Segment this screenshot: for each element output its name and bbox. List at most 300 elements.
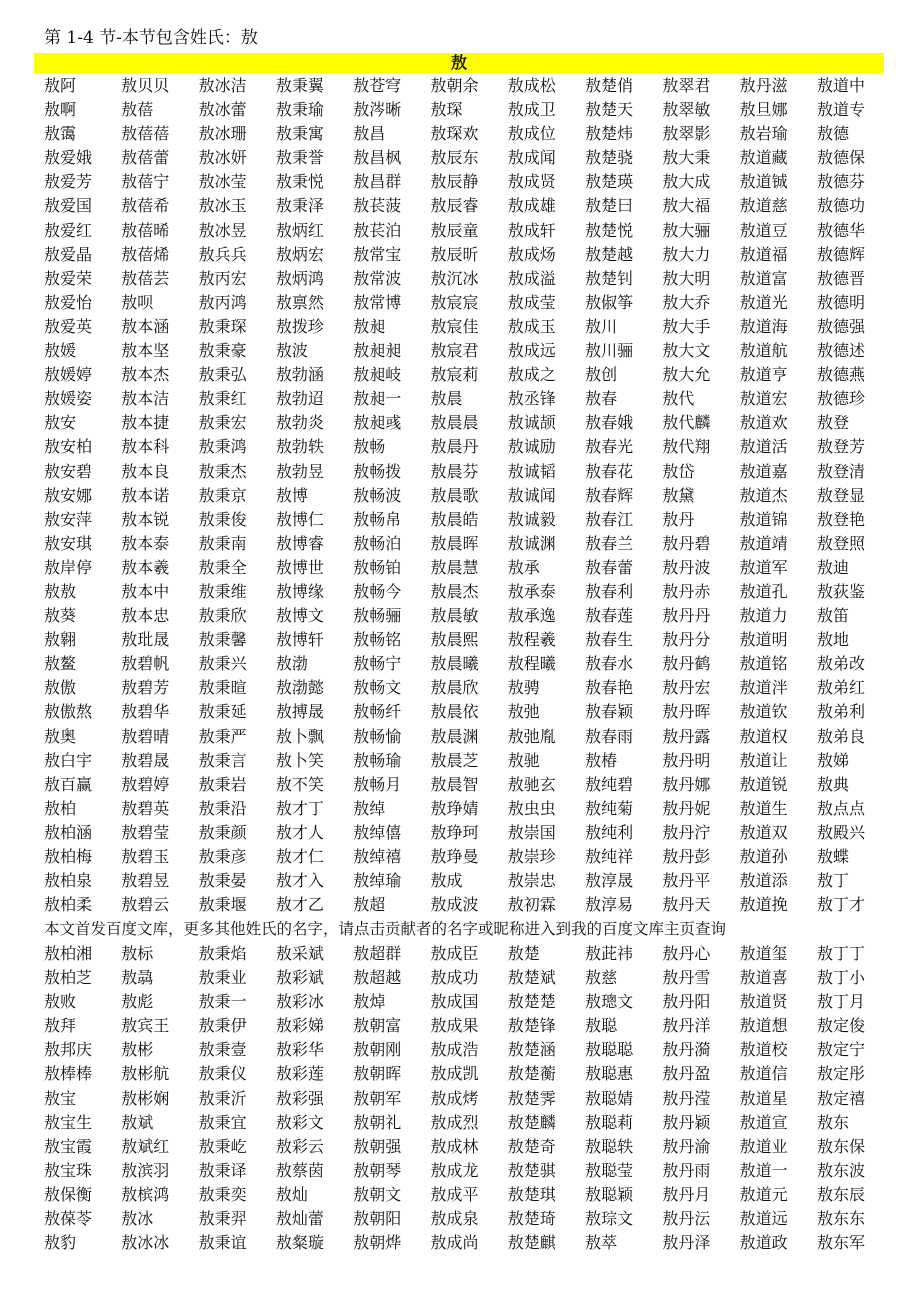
name-cell: 敖滨羽 xyxy=(121,1160,170,1180)
name-cell: 敖苍穹 xyxy=(353,76,402,95)
name-cell: 敖苌菠 xyxy=(353,196,402,216)
name-cell: 敖不笑 xyxy=(275,774,324,794)
name-cell: 敖蓓芸 xyxy=(121,268,170,288)
name-cell: 敖驰 xyxy=(507,750,540,770)
name-cell: 敖道宣 xyxy=(739,1112,788,1132)
name-cell: 敖丹彭 xyxy=(662,847,711,866)
name-cell: 敖大文 xyxy=(662,341,711,361)
name-cell: 敖道双 xyxy=(739,822,788,842)
table-row xyxy=(44,652,904,676)
name-cell: 敖丹沄 xyxy=(662,1209,711,1229)
name-cell: 敖登芳 xyxy=(816,437,865,457)
name-cell: 敖畅骊 xyxy=(353,606,402,626)
name-cell: 敖春兰 xyxy=(585,533,634,553)
name-cell: 敖秉译 xyxy=(198,1160,247,1180)
name-cell: 敖卜飘 xyxy=(275,726,324,746)
name-cell: 敖东波 xyxy=(816,1160,865,1180)
name-cell: 敖成闻 xyxy=(507,148,556,168)
name-cell: 敖秉严 xyxy=(198,726,247,746)
name-cell: 敖秉晏 xyxy=(198,871,247,891)
name-cell: 敖聪轶 xyxy=(585,1136,634,1156)
name-cell: 敖畅纤 xyxy=(353,702,402,722)
name-cell: 敖弛 xyxy=(507,702,540,722)
page-title: 第 1-4 节-本节包含姓氏：敖 xyxy=(44,28,258,48)
name-cell: 敖安琪 xyxy=(44,533,93,553)
name-cell: 敖宝生 xyxy=(44,1112,93,1132)
name-cell: 敖地 xyxy=(816,630,849,650)
name-cell: 敖成尚 xyxy=(430,1233,479,1253)
name-cell: 敖粲璇 xyxy=(275,1233,324,1253)
name-cell: 敖彬 xyxy=(121,1040,154,1060)
table-row xyxy=(44,291,904,315)
name-cell: 敖宝 xyxy=(44,1088,77,1108)
name-cell: 敖德芬 xyxy=(816,172,865,192)
name-cell: 敖琛 xyxy=(430,100,463,120)
name-cell: 敖登清 xyxy=(816,461,865,481)
name-cell: 敖萃 xyxy=(585,1233,618,1253)
name-cell: 敖晨欣 xyxy=(430,678,479,698)
name-cell: 敖诚毅 xyxy=(507,509,556,529)
name-cell: 敖昌群 xyxy=(353,172,402,192)
name-cell: 敖碧帆 xyxy=(121,654,170,674)
name-cell: 敖娣 xyxy=(816,750,849,770)
name-cell: 敖驰玄 xyxy=(507,774,556,794)
name-cell: 敖昶一 xyxy=(353,389,402,409)
name-cell: 敖爱红 xyxy=(44,220,93,240)
name-cell: 敖爱英 xyxy=(44,316,93,336)
name-cell: 敖楚炜 xyxy=(585,124,634,144)
name-cell: 敖安 xyxy=(44,413,77,433)
name-cell: 敖渤 xyxy=(275,654,308,674)
name-cell: 敖冰玉 xyxy=(198,196,247,216)
name-cell: 敖碧昱 xyxy=(121,871,170,891)
name-cell: 敖晨晨 xyxy=(430,413,479,433)
name-cell: 敖碧英 xyxy=(121,798,170,818)
table-row xyxy=(44,604,904,628)
name-cell: 敖道活 xyxy=(739,437,788,457)
name-cell: 敖秉一 xyxy=(198,992,247,1012)
name-cell: 敖爱荣 xyxy=(44,268,93,288)
name-cell: 敖碧华 xyxy=(121,702,170,722)
table-row xyxy=(44,1087,904,1111)
name-cell: 敖丹赤 xyxy=(662,581,711,601)
name-cell: 敖承逸 xyxy=(507,606,556,626)
name-cell: 敖楚 xyxy=(507,944,540,963)
notice-line: 本文首发百度文库，更多其他姓氏的名字，请点击贡献者的名字或昵称进入到我的百度文库主页查询 xyxy=(44,920,727,938)
name-cell: 敖百赢 xyxy=(44,774,93,794)
name-cell: 敖弛胤 xyxy=(507,726,556,746)
name-cell: 敖葵 xyxy=(44,606,77,626)
name-cell: 敖秉寓 xyxy=(275,124,324,144)
name-cell: 敖勃涵 xyxy=(275,365,324,385)
name-cell: 敖秉鸿 xyxy=(198,437,247,457)
name-cell: 敖定禧 xyxy=(816,1088,865,1108)
name-cell: 敖诚励 xyxy=(507,437,556,457)
name-cell: 敖秉全 xyxy=(198,557,247,577)
name-cell: 敖大乔 xyxy=(662,292,711,312)
name-cell: 敖秉谊 xyxy=(198,1233,247,1253)
name-cell: 敖成溢 xyxy=(507,268,556,288)
name-cell: 敖楚曰 xyxy=(585,196,634,216)
name-cell: 敖秉弘 xyxy=(198,365,247,385)
name-cell: 敖丹泞 xyxy=(662,822,711,842)
name-cell: 敖丹月 xyxy=(662,1184,711,1204)
name-cell: 敖常宝 xyxy=(353,244,402,264)
name-cell: 敖春花 xyxy=(585,461,634,481)
name-cell: 敖渤懿 xyxy=(275,678,324,698)
name-cell: 敖畅 xyxy=(353,437,386,457)
name-cell: 敖本忠 xyxy=(121,606,170,626)
name-cell: 敖宝霞 xyxy=(44,1136,93,1156)
name-cell: 敖崇忠 xyxy=(507,871,556,891)
name-cell: 敖媛 xyxy=(44,341,77,361)
name-cell: 敖白宇 xyxy=(44,750,93,770)
name-cell: 敖柏柔 xyxy=(44,895,93,915)
name-cell: 敖冰莹 xyxy=(198,172,247,192)
name-cell: 敖春 xyxy=(585,389,618,409)
name-cell: 敖朝琴 xyxy=(353,1160,402,1180)
name-cell: 敖成臣 xyxy=(430,944,479,963)
name-cell: 敖辰童 xyxy=(430,220,479,240)
name-cell: 敖朝余 xyxy=(430,76,479,95)
name-cell: 敖楚琦 xyxy=(507,1209,556,1229)
name-cell: 敖昌 xyxy=(353,124,386,144)
table-row xyxy=(44,219,904,243)
name-cell: 敖成凯 xyxy=(430,1064,479,1084)
name-cell: 敖傲熬 xyxy=(44,702,93,722)
name-cell: 敖楚天 xyxy=(585,100,634,120)
table-row xyxy=(44,194,904,218)
name-cell: 敖才人 xyxy=(275,822,324,842)
name-cell: 敖成卫 xyxy=(507,100,556,120)
table-row xyxy=(44,1062,904,1086)
name-cell: 敖道玺 xyxy=(739,944,788,963)
name-cell: 敖弟改 xyxy=(816,654,865,674)
name-cell: 敖晨智 xyxy=(430,774,479,794)
name-cell: 敖成国 xyxy=(430,992,479,1012)
name-cell: 敖弟红 xyxy=(816,678,865,698)
name-cell: 敖采斌 xyxy=(275,944,324,963)
name-cell: 敖定宁 xyxy=(816,1040,865,1060)
name-cell: 敖玭晟 xyxy=(121,630,170,650)
name-cell: 敖丹雨 xyxy=(662,1160,711,1180)
name-cell: 敖豹 xyxy=(44,1233,77,1253)
table-row xyxy=(44,821,904,845)
name-cell: 敖道业 xyxy=(739,1136,788,1156)
name-cell: 敖超群 xyxy=(353,944,402,963)
name-cell: 敖淳晟 xyxy=(585,871,634,891)
name-cell: 敖沉冰 xyxy=(430,268,479,288)
name-cell: 敖禀然 xyxy=(275,292,324,312)
name-cell: 敖典 xyxy=(816,774,849,794)
name-cell: 敖朝文 xyxy=(353,1184,402,1204)
table-row xyxy=(44,869,904,893)
name-cell: 敖本洁 xyxy=(121,389,170,409)
name-cell: 敖楚琪 xyxy=(507,1184,556,1204)
name-cell: 敖荻鉴 xyxy=(816,581,865,601)
name-cell: 敖秉屹 xyxy=(198,1136,247,1156)
name-cell: 敖大成 xyxy=(662,172,711,192)
name-cell: 敖炳鸿 xyxy=(275,268,324,288)
name-cell: 敖道藏 xyxy=(739,148,788,168)
name-cell: 敖朝强 xyxy=(353,1136,402,1156)
table-row xyxy=(44,1159,904,1183)
name-cell: 敖道信 xyxy=(739,1064,788,1084)
name-cell: 敖椿 xyxy=(585,750,618,770)
name-cell: 敖登显 xyxy=(816,485,865,505)
name-cell: 敖败 xyxy=(44,992,77,1012)
name-cell: 敖丁 xyxy=(816,871,849,891)
name-cell: 敖辰昕 xyxy=(430,244,479,264)
name-cell: 敖德保 xyxy=(816,148,865,168)
name-cell: 敖鳌 xyxy=(44,654,77,674)
name-cell: 敖承泰 xyxy=(507,581,556,601)
name-cell: 敖秉悦 xyxy=(275,172,324,192)
name-cell: 敖拜 xyxy=(44,1016,77,1036)
name-cell: 敖彪 xyxy=(121,992,154,1012)
name-cell: 敖弟利 xyxy=(816,702,865,722)
name-cell: 敖代 xyxy=(662,389,695,409)
name-cell: 敖柏湘 xyxy=(44,944,93,963)
name-cell: 敖点点 xyxy=(816,798,865,818)
name-cell: 敖常博 xyxy=(353,292,402,312)
name-cell: 敖成龙 xyxy=(430,1160,479,1180)
name-cell: 敖才仁 xyxy=(275,847,324,866)
name-cell: 敖绰瑜 xyxy=(353,871,402,891)
name-cell: 敖秉仪 xyxy=(198,1064,247,1084)
name-cell: 敖昶昶 xyxy=(353,341,402,361)
name-cell: 敖道元 xyxy=(739,1184,788,1204)
table-row xyxy=(44,460,904,484)
name-cell: 敖宸佳 xyxy=(430,316,479,336)
name-cell: 敖道钦 xyxy=(739,702,788,722)
table-row xyxy=(44,1038,904,1062)
table-row xyxy=(44,700,904,724)
name-cell: 敖慈 xyxy=(585,968,618,988)
name-cell: 敖登 xyxy=(816,413,849,433)
name-cell: 敖本杰 xyxy=(121,365,170,385)
name-cell: 敖绰禧 xyxy=(353,847,402,866)
name-cell: 敖翱 xyxy=(44,630,77,650)
table-row xyxy=(44,363,904,387)
name-cell: 敖大骊 xyxy=(662,220,711,240)
name-cell: 敖聪聪 xyxy=(585,1040,634,1060)
table-row xyxy=(44,676,904,700)
name-cell: 敖道嘉 xyxy=(739,461,788,481)
name-cell: 敖成位 xyxy=(507,124,556,144)
name-cell: 敖灿蕾 xyxy=(275,1209,324,1229)
name-cell: 敖成林 xyxy=(430,1136,479,1156)
name-cell: 敖蓓晞 xyxy=(121,220,170,240)
name-cell: 敖初霖 xyxy=(507,895,556,915)
name-cell: 敖道专 xyxy=(816,100,865,120)
name-cell: 敖秉翼 xyxy=(275,76,324,95)
name-cell: 敖聪莉 xyxy=(585,1112,634,1132)
name-cell: 敖楚骐 xyxy=(507,1160,556,1180)
name-cell: 敖才乙 xyxy=(275,895,324,915)
table-row xyxy=(44,990,904,1014)
name-cell: 敖春莲 xyxy=(585,606,634,626)
name-cell: 敖东军 xyxy=(816,1233,865,1253)
table-row xyxy=(44,893,904,917)
name-cell: 敖媛婷 xyxy=(44,365,93,385)
name-cell: 敖晨芝 xyxy=(430,750,479,770)
name-cell: 敖成轩 xyxy=(507,220,556,240)
name-cell: 敖迪 xyxy=(816,557,849,577)
name-cell: 敖常波 xyxy=(353,268,402,288)
name-cell: 敖博 xyxy=(275,485,308,505)
name-cell: 敖诚颉 xyxy=(507,413,556,433)
table-row xyxy=(44,146,904,170)
name-cell: 敖秉延 xyxy=(198,702,247,722)
name-cell: 敖丹碧 xyxy=(662,533,711,553)
name-cell: 敖纯菊 xyxy=(585,798,634,818)
name-cell: 敖春艳 xyxy=(585,678,634,698)
name-cell: 敖琤婧 xyxy=(430,798,479,818)
name-cell: 敖本坚 xyxy=(121,341,170,361)
name-cell: 敖柏 xyxy=(44,798,77,818)
name-cell: 敖博缘 xyxy=(275,581,324,601)
name-cell: 敖晨渊 xyxy=(430,726,479,746)
name-cell: 敖丹波 xyxy=(662,557,711,577)
name-cell: 敖诚韬 xyxy=(507,461,556,481)
name-cell: 敖丹分 xyxy=(662,630,711,650)
name-cell: 敖丹滢 xyxy=(662,1088,711,1108)
name-cell: 敖楚越 xyxy=(585,244,634,264)
name-cell: 敖拨珍 xyxy=(275,316,324,336)
name-cell: 敖丹泽 xyxy=(662,1233,711,1253)
name-cell: 敖成贤 xyxy=(507,172,556,192)
table-row xyxy=(44,484,904,508)
name-cell: 敖成波 xyxy=(430,895,479,915)
table-row xyxy=(44,580,904,604)
name-cell: 敖晨歌 xyxy=(430,485,479,505)
name-cell: 敖旦娜 xyxy=(739,100,788,120)
name-cell: 敖保衡 xyxy=(44,1184,93,1204)
name-cell: 敖春雨 xyxy=(585,726,634,746)
name-cell: 敖楚悦 xyxy=(585,220,634,240)
name-cell: 敖晨晖 xyxy=(430,533,479,553)
name-cell: 敖傲 xyxy=(44,678,77,698)
name-cell: 敖道想 xyxy=(739,1016,788,1036)
name-cell: 敖秉彦 xyxy=(198,847,247,866)
name-cell: 敖彩强 xyxy=(275,1088,324,1108)
name-cell: 敖秉俊 xyxy=(198,509,247,529)
name-cell: 敖晨芬 xyxy=(430,461,479,481)
name-cell: 敖虫虫 xyxy=(507,798,556,818)
name-cell: 敖登照 xyxy=(816,533,865,553)
name-cell: 敖创 xyxy=(585,365,618,385)
name-cell: 敖丹 xyxy=(662,509,695,529)
name-cell: 敖彩斌 xyxy=(275,968,324,988)
name-cell: 敖川骊 xyxy=(585,341,634,361)
name-cell: 敖秉豪 xyxy=(198,341,247,361)
name-cell: 敖爱怡 xyxy=(44,292,93,312)
name-cell: 敖大手 xyxy=(662,316,711,336)
name-cell: 敖定彤 xyxy=(816,1064,865,1084)
name-cell: 敖道亨 xyxy=(739,365,788,385)
name-cell: 敖晨熙 xyxy=(430,630,479,650)
name-cell: 敖成炀 xyxy=(507,244,556,264)
table-row xyxy=(44,1231,904,1255)
table-row xyxy=(44,387,904,411)
name-cell: 敖涔晰 xyxy=(353,100,402,120)
name-cell: 敖博睿 xyxy=(275,533,324,553)
table-row xyxy=(44,1183,904,1207)
name-cell: 敖聪莹 xyxy=(585,1160,634,1180)
name-cell: 敖诚渊 xyxy=(507,533,556,553)
name-cell: 敖楚瑛 xyxy=(585,172,634,192)
name-cell: 敖超 xyxy=(353,895,386,915)
name-cell: 敖东保 xyxy=(816,1136,865,1156)
name-cell: 敖道星 xyxy=(739,1088,788,1108)
name-cell: 敖彩莲 xyxy=(275,1064,324,1084)
name-cell: 敖聪惠 xyxy=(585,1064,634,1084)
name-cell: 敖媛姿 xyxy=(44,389,93,409)
name-cell: 敖春颖 xyxy=(585,702,634,722)
name-cell: 敖晨敏 xyxy=(430,606,479,626)
name-cell: 敖春江 xyxy=(585,509,634,529)
name-cell: 敖秉京 xyxy=(198,485,247,505)
name-cell: 敖畅今 xyxy=(353,581,402,601)
name-cell: 敖崇珍 xyxy=(507,847,556,866)
name-cell: 敖冰 xyxy=(121,1209,154,1229)
name-cell: 敖翠君 xyxy=(662,76,711,95)
name-cell: 敖丙鸿 xyxy=(198,292,247,312)
name-cell: 敖晨慧 xyxy=(430,557,479,577)
name-cell: 敖秉壹 xyxy=(198,1040,247,1060)
name-cell: 敖登艳 xyxy=(816,509,865,529)
name-cell: 敖代翔 xyxy=(662,437,711,457)
table-row xyxy=(44,1014,904,1038)
name-cell: 敖丹雪 xyxy=(662,968,711,988)
name-cell: 敖春辉 xyxy=(585,485,634,505)
table-row xyxy=(44,243,904,267)
name-cell: 敖秉兴 xyxy=(198,654,247,674)
name-cell: 敖俶筝 xyxy=(585,292,634,312)
name-cell: 敖定俊 xyxy=(816,1016,865,1036)
name-cell: 敖爱国 xyxy=(44,196,93,216)
name-cell: 敖畅波 xyxy=(353,485,402,505)
name-cell: 敖德强 xyxy=(816,316,865,336)
name-cell: 敖朝军 xyxy=(353,1088,402,1108)
name-cell: 敖春利 xyxy=(585,581,634,601)
name-cell: 敖纯碧 xyxy=(585,774,634,794)
name-cell: 敖成雄 xyxy=(507,196,556,216)
name-cell: 敖琮文 xyxy=(585,1209,634,1229)
name-cell: 敖纯利 xyxy=(585,822,634,842)
name-cell: 敖蓓 xyxy=(121,100,154,120)
name-cell: 敖德功 xyxy=(816,196,865,216)
table-row xyxy=(44,942,904,966)
name-cell: 敖秉誉 xyxy=(275,148,324,168)
name-cell: 敖畅瑜 xyxy=(353,750,402,770)
name-cell: 敖冰昱 xyxy=(198,220,247,240)
name-cell: 敖秉羿 xyxy=(198,1209,247,1229)
name-cell: 敖丹洋 xyxy=(662,1016,711,1036)
name-cell: 敖春生 xyxy=(585,630,634,650)
name-cell: 敖殿兴 xyxy=(816,822,865,842)
name-cell: 敖成远 xyxy=(507,341,556,361)
name-cell: 敖勃炎 xyxy=(275,413,324,433)
name-cell: 敖昶岐 xyxy=(353,365,402,385)
name-cell: 敖大允 xyxy=(662,365,711,385)
name-cell: 敖奥 xyxy=(44,726,77,746)
name-cell: 敖东 xyxy=(816,1112,849,1132)
table-row xyxy=(44,122,904,146)
name-cell: 敖绰 xyxy=(353,798,386,818)
name-cell: 敖炳宏 xyxy=(275,244,324,264)
